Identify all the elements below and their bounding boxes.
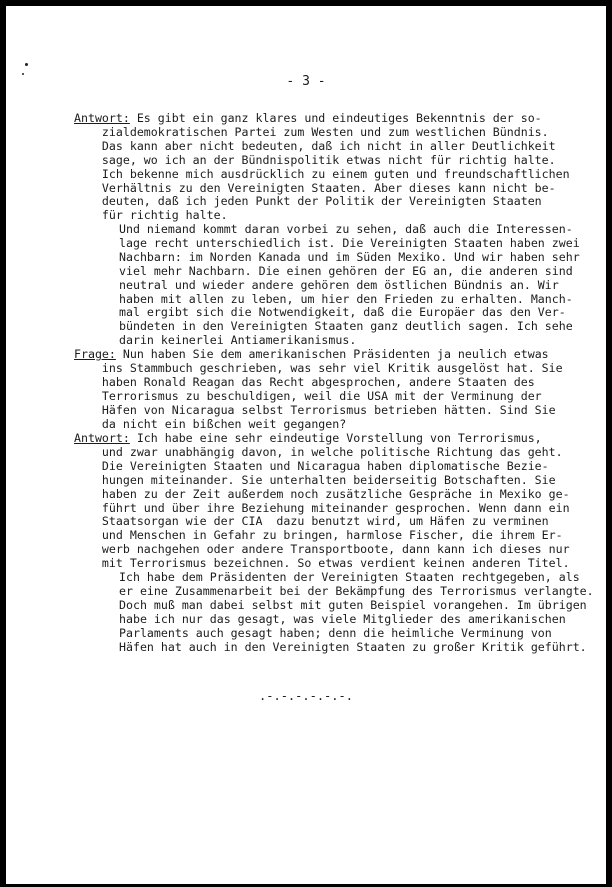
page-number: - 3 -: [286, 74, 326, 89]
speaker-label: Frage:: [74, 347, 116, 361]
document-page: [6, 6, 606, 884]
answer-paragraph-2: [119, 223, 580, 348]
answer-paragraph-4: [119, 571, 594, 654]
paragraph-first-line: Ich habe eine sehr eindeutige Vorstellung von Terrorismus,: [129, 431, 542, 445]
paragraph-body: lage recht unterschiedlich ist. Die Vereinigten Staaten haben zwei Nachbarn: im Norden Kanada und im Süden Mexiko. Und wir haben sehr viel mehr Nachbarn. Die einen gehören der EG an, die anderen sind neutral und wieder andere gehören dem östlichen Bündnis an. Wir haben mit allen zu leben, um hier den Frieden zu erhalten. Manch- mal ergibt sich die Notwendigkeit, daß die Europäer das den Ver- bündeten in den Vereinigten Staaten ganz deutlich sagen. Ich sehe darin keinerlei Antiamerikanismus.: [119, 235, 580, 348]
paragraph-first-line: Und niemand kommt daran vorbei zu sehen, daß auch die Interessen-: [119, 222, 573, 236]
speaker-label: Antwort:: [74, 431, 130, 445]
paragraph-body: und zwar unabhängig davon, in welche politische Richtung das geht. Die Vereinigten Staaten und Nicaragua haben diplomatische Bezie- hungen miteinander. Sie unterhalten beiderseitig Botschaften. Sie haben zu der Zeit außerdem noch zusätzliche Gespräche in Mexiko ge- führt und über ihre Beziehung miteinander gesprochen. Wenn dann ein Staatsorgan wie der CIA dazu benutzt wird, um Häfen zu verminen und Menschen in Gefahr zu bringen, harmlose Fischer, die ihrem Er- werb nachgehen oder andere Transportboote, dann kann ich dieses nur mit Terrorismus bezeichnen. So etwas verdient keinen anderen Titel.: [101, 444, 570, 571]
end-divider: .-.-.-.-.-.-.: [259, 689, 353, 703]
answer-paragraph-1: [74, 112, 570, 223]
answer-paragraph-3: [74, 432, 570, 571]
paragraph-first-line: Nun haben Sie dem amerikanischen Präsidenten ja neulich etwas: [115, 347, 549, 361]
paragraph-body: er eine Zusammenarbeit bei der Bekämpfung des Terrorismus verlangte. Doch muß man dabei selbst mit guten Beispiel vorangehen. Im übrigen habe ich nur das gesagt, was viele Mitglieder des amerikanischen Parlaments auch gesagt haben; denn die heimliche Verminung von Häfen hat auch in den Vereinigten Staaten zu großer Kritik geführt.: [119, 583, 594, 654]
speaker-label: Antwort:: [74, 111, 130, 125]
paragraph-first-line: Es gibt ein ganz klares und eindeutiges Bekenntnis der so-: [129, 111, 542, 125]
scan-speck: [25, 63, 28, 66]
question-paragraph: [74, 348, 563, 431]
paragraph-first-line: Ich habe dem Präsidenten der Vereinigten Staaten rechtgegeben, als: [119, 570, 580, 584]
paragraph-body: ins Stammbuch geschrieben, was sehr viel Kritik ausgelöst hat. Sie haben Ronald Reagan das Recht abgesprochen, andere Staaten des Terrorismus zu beschuldigen, weil die USA mit der Verminung der Häfen von Nicaragua selbst Terrorismus betrieben hätten. Sind Sie da nicht ein bißchen weit gegangen?: [101, 360, 563, 431]
paragraph-body: zialdemokratischen Partei zum Westen und zum westlichen Bündnis. Das kann aber nicht bedeuten, daß ich nicht in aller Deutlichkeit sage, wo ich an der Bündnispolitik etwas nicht für richtig halte. Ich bekenne mich ausdrücklich zu einem guten und freundschaftlichen Verhältnis zu den Vereinigten Staaten. Aber dieses kann nicht be- deuten, daß ich jeden Punkt der Politik der Vereinigten Staaten für richtig halte.: [101, 124, 570, 223]
